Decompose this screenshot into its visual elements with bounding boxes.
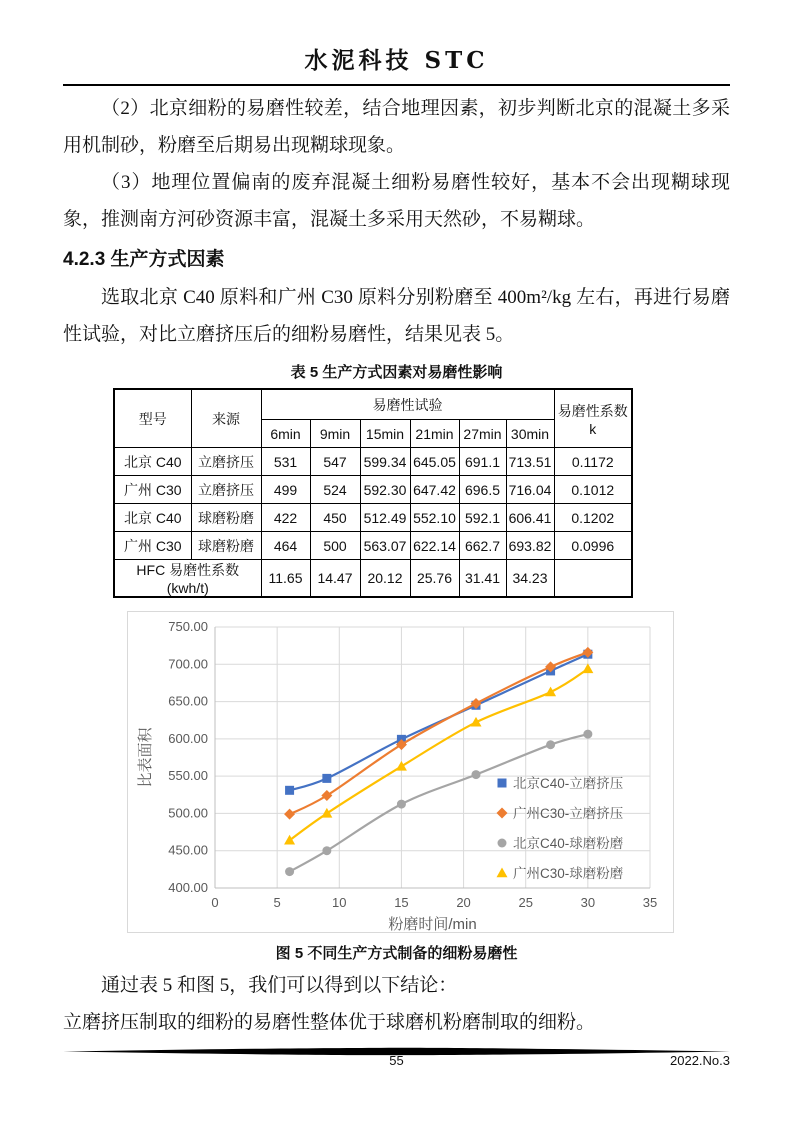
cell-k: 0.1202 xyxy=(554,504,632,532)
cell-value: 20.12 xyxy=(360,560,410,598)
cell-value: 531 xyxy=(261,448,310,476)
cell-value: 31.41 xyxy=(459,560,506,598)
cell-value: 14.47 xyxy=(310,560,360,598)
cell-value: 422 xyxy=(261,504,310,532)
svg-text:700.00: 700.00 xyxy=(168,656,208,672)
svg-text:0: 0 xyxy=(211,895,219,910)
cell-k: 0.0996 xyxy=(554,532,632,560)
paragraph-2: （2）北京细粉的易磨性较差，结合地理因素，初步判断北京的混凝土多采用机制砂，粉磨至后期易出现糊球现象。 xyxy=(63,98,730,156)
conclusion-lead-paragraph: 通过表 5 和图 5，我们可以得到以下结论： xyxy=(101,975,458,996)
legend-item-3 xyxy=(497,865,624,881)
cell-value: 696.5 xyxy=(459,476,506,504)
col-header-time: 6min xyxy=(261,420,310,448)
table-row xyxy=(114,504,632,532)
svg-text:北京C40-立磨挤压: 北京C40-立磨挤压 xyxy=(513,776,624,791)
cell-k xyxy=(554,560,632,598)
cell-model: 广州 C30 xyxy=(114,532,191,560)
table-row-hfc xyxy=(114,560,632,598)
cell-value: 647.42 xyxy=(410,476,459,504)
col-header-time: 27min xyxy=(459,420,506,448)
col-header-time: 9min xyxy=(310,420,360,448)
grindability-table xyxy=(113,388,633,598)
paragraph-3: （3）地理位置偏南的废弃混凝土细粉易磨性较好，基本不会出现糊球现象，推测南方河砂资源丰富，混凝土多采用天然砂，不易糊球。 xyxy=(63,172,730,230)
svg-text:450.00: 450.00 xyxy=(168,842,208,858)
svg-text:广州C30-立磨挤压: 广州C30-立磨挤压 xyxy=(513,806,624,821)
issue-label: 2022.No.3 xyxy=(670,1053,730,1068)
legend-item-1 xyxy=(497,805,624,821)
svg-text:20: 20 xyxy=(456,895,471,910)
cell-value: 34.23 xyxy=(506,560,554,598)
svg-text:广州C30-球磨粉磨: 广州C30-球磨粉磨 xyxy=(513,866,624,881)
cell-value: 713.51 xyxy=(506,448,554,476)
col-header-time: 30min xyxy=(506,420,554,448)
svg-text:北京C40-球磨粉磨: 北京C40-球磨粉磨 xyxy=(513,836,624,851)
cell-value: 622.14 xyxy=(410,532,459,560)
header-rule xyxy=(63,84,730,86)
legend-item-2 xyxy=(498,835,624,851)
table-row xyxy=(114,448,632,476)
svg-text:25: 25 xyxy=(518,895,533,910)
table-caption: 表 5 生产方式因素对易磨性影响 xyxy=(290,364,503,381)
cell-value: 11.65 xyxy=(261,560,310,598)
conclusion-point-paragraph: 立磨挤压制取的细粉的易磨性整体优于球磨机粉磨制取的细粉。 xyxy=(63,1012,596,1033)
cell-value: 500 xyxy=(310,532,360,560)
svg-text:5: 5 xyxy=(273,895,281,910)
col-header-k: 易磨性系数 k xyxy=(554,389,632,448)
cell-value: 592.1 xyxy=(459,504,506,532)
cell-model: 广州 C30 xyxy=(114,476,191,504)
section-intro-paragraph: 选取北京 C40 原料和广州 C30 原料分别粉磨至 400m²/kg 左右，再进行易磨性试验，对比立磨挤压后的细粉易磨性，结果见表 5。 xyxy=(63,287,730,345)
cell-source: 立磨挤压 xyxy=(191,448,261,476)
cell-k: 0.1172 xyxy=(554,448,632,476)
cell-value: 691.1 xyxy=(459,448,506,476)
svg-text:15: 15 xyxy=(394,895,409,910)
page-number: 55 xyxy=(389,1053,404,1068)
cell-source: 立磨挤压 xyxy=(191,476,261,504)
cell-value: 599.34 xyxy=(360,448,410,476)
col-header-time: 15min xyxy=(360,420,410,448)
legend-item-0 xyxy=(498,775,624,791)
section-heading: 4.2.3 生产方式因素 xyxy=(63,249,225,270)
cell-value: 499 xyxy=(261,476,310,504)
cell-model: 北京 C40 xyxy=(114,504,191,532)
cell-value: 552.10 xyxy=(410,504,459,532)
page-content xyxy=(63,0,730,1041)
grindability-chart xyxy=(127,611,674,933)
col-header-source: 来源 xyxy=(191,389,261,448)
svg-text:比表面积: 比表面积 xyxy=(137,727,154,788)
svg-text:粉磨时间/min: 粉磨时间/min xyxy=(388,916,477,932)
figure-caption: 图 5 不同生产方式制备的细粉易磨性 xyxy=(275,945,518,962)
cell-value: 592.30 xyxy=(360,476,410,504)
cell-k: 0.1012 xyxy=(554,476,632,504)
svg-text:400.00: 400.00 xyxy=(168,880,208,895)
cell-model: 北京 C40 xyxy=(114,448,191,476)
svg-text:550.00: 550.00 xyxy=(168,768,208,784)
chart-series-2 xyxy=(285,730,592,877)
svg-text:500.00: 500.00 xyxy=(168,805,208,821)
col-header-model: 型号 xyxy=(114,389,191,448)
svg-text:30: 30 xyxy=(580,895,596,910)
cell-hfc-label: HFC 易磨性系数(kwh/t) xyxy=(114,560,261,598)
svg-text:750.00: 750.00 xyxy=(168,619,208,634)
cell-value: 693.82 xyxy=(506,532,554,560)
chart-legend xyxy=(497,775,624,881)
cell-source: 球磨粉磨 xyxy=(191,504,261,532)
cell-source: 球磨粉磨 xyxy=(191,532,261,560)
table-row xyxy=(114,476,632,504)
cell-value: 645.05 xyxy=(410,448,459,476)
cell-value: 464 xyxy=(261,532,310,560)
cell-value: 563.07 xyxy=(360,532,410,560)
cell-value: 25.76 xyxy=(410,560,459,598)
svg-text:35: 35 xyxy=(642,895,658,910)
cell-value: 512.49 xyxy=(360,504,410,532)
cell-value: 716.04 xyxy=(506,476,554,504)
svg-text:10: 10 xyxy=(332,895,347,910)
col-header-time: 21min xyxy=(410,420,459,448)
svg-text:600.00: 600.00 xyxy=(168,730,208,746)
chart-svg xyxy=(128,612,673,932)
table-row xyxy=(114,532,632,560)
svg-text:650.00: 650.00 xyxy=(168,693,208,709)
col-header-test-group: 易磨性试验 xyxy=(261,389,554,420)
cell-value: 606.41 xyxy=(506,504,554,532)
cell-value: 547 xyxy=(310,448,360,476)
journal-title: 水泥科技 STC xyxy=(304,47,489,74)
cell-value: 662.7 xyxy=(459,532,506,560)
cell-value: 450 xyxy=(310,504,360,532)
cell-value: 524 xyxy=(310,476,360,504)
